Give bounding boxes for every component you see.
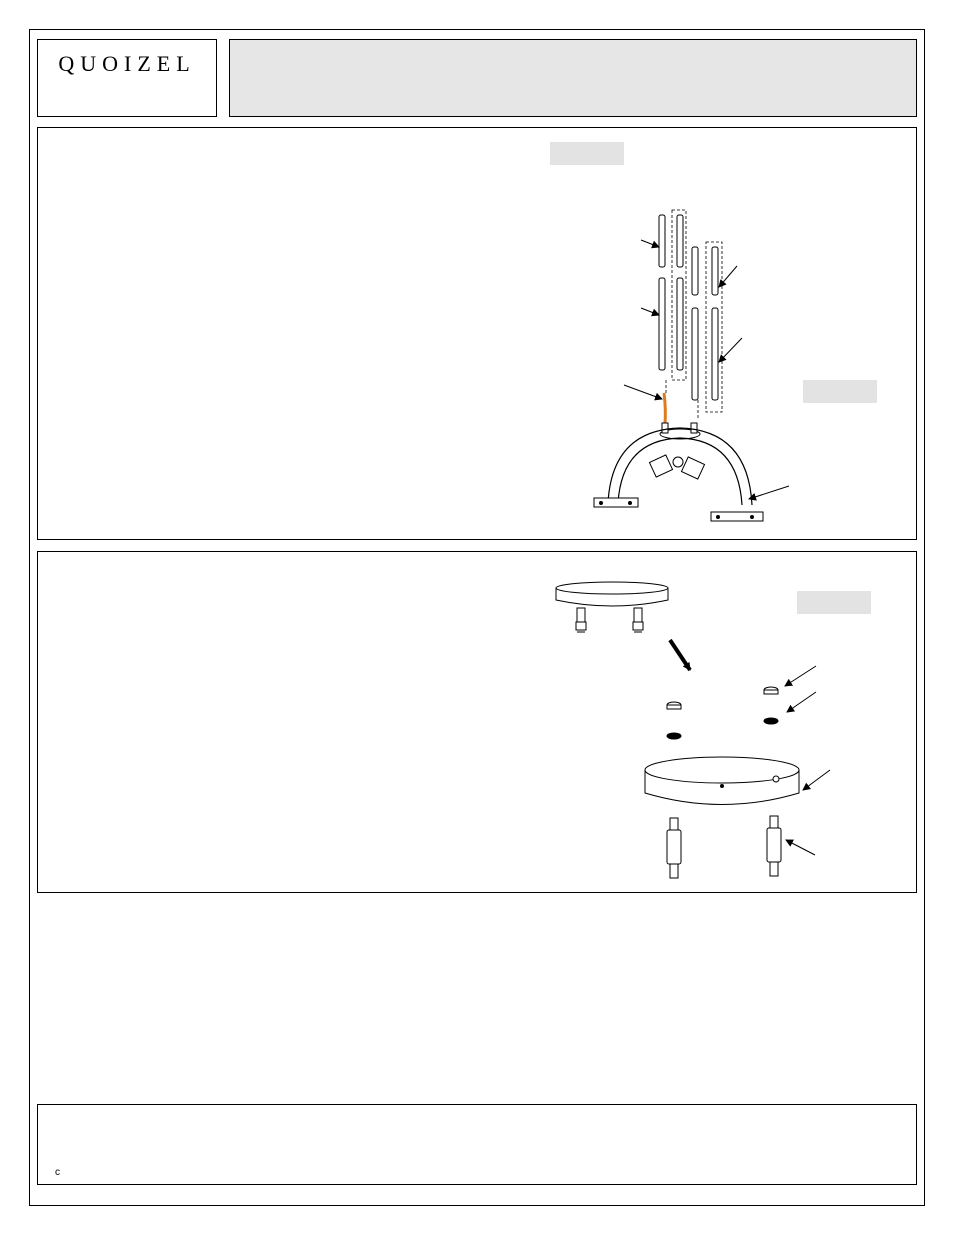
downrod-illustration xyxy=(594,210,789,521)
copyright-mark: c xyxy=(55,1167,60,1178)
brand-logo: QUOIZEL xyxy=(58,51,196,76)
canopy-hardware-illustration xyxy=(556,582,830,878)
